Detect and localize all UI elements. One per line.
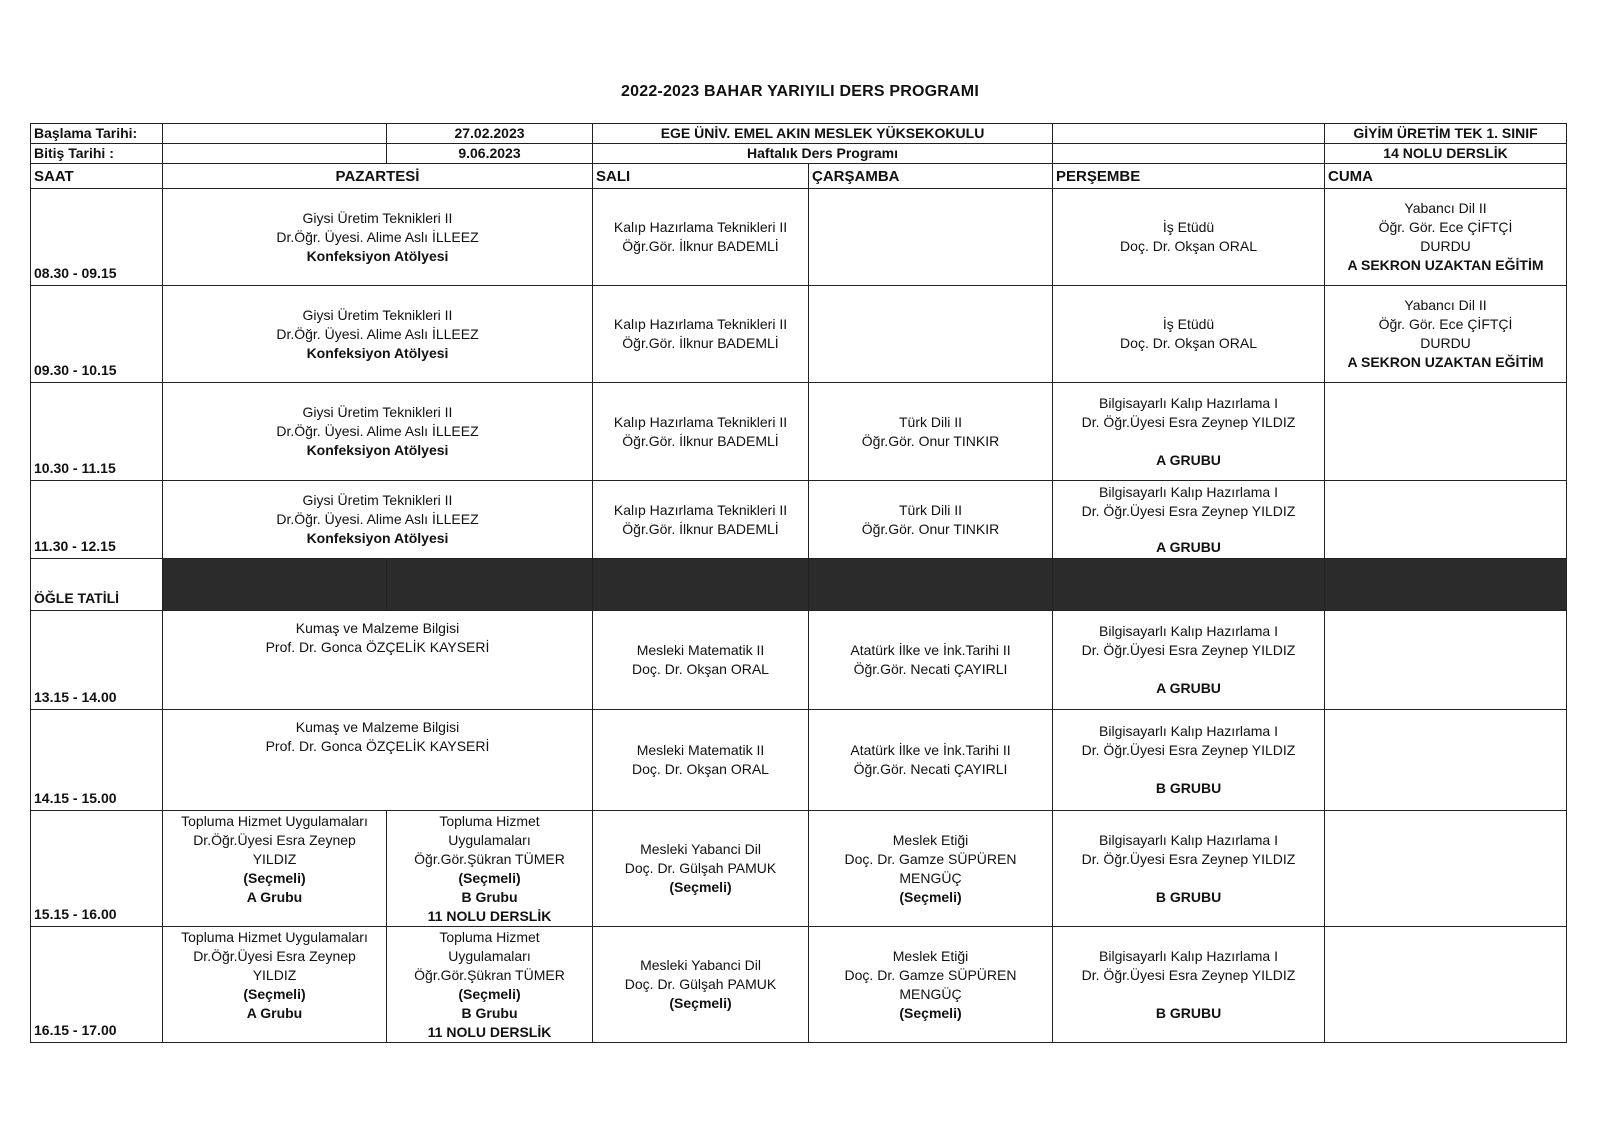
- monday-cell: Giysi Üretim Teknikleri II Dr.Öğr. Üyesi. Alime Aslı İLLEEZ Konfeksiyon Atölyesi: [163, 286, 593, 383]
- header-blank: [1053, 124, 1325, 144]
- table-row: [31, 710, 1567, 811]
- lunch-block: [809, 559, 1053, 611]
- tuesday-cell: Kalıp Hazırlama Teknikleri II Öğr.Gör. İlknur BADEMLİ: [593, 189, 809, 286]
- wednesday-cell: [809, 189, 1053, 286]
- program-subtitle: Haftalık Ders Programı: [593, 144, 1053, 164]
- tuesday-cell: Kalıp Hazırlama Teknikleri II Öğr.Gör. İlknur BADEMLİ: [593, 286, 809, 383]
- lunch-block: [1053, 559, 1325, 611]
- wednesday-cell: Türk Dili II Öğr.Gör. Onur TINKIR: [809, 383, 1053, 481]
- header-blank: [163, 144, 387, 164]
- thursday-cell: Bilgisayarlı Kalıp Hazırlama I Dr. Öğr.Üyesi Esra Zeynep YILDIZ B GRUBU: [1053, 927, 1325, 1043]
- time-slot: 10.30 - 11.15: [31, 383, 163, 481]
- table-row: [31, 811, 1567, 927]
- wednesday-cell: Atatürk İlke ve İnk.Tarihi II Öğr.Gör. Necati ÇAYIRLI: [809, 710, 1053, 811]
- wednesday-cell: Türk Dili II Öğr.Gör. Onur TINKIR: [809, 481, 1053, 559]
- wednesday-cell: Meslek Etiği Doç. Dr. Gamze SÜPÜREN MENGÜÇ (Seçmeli): [809, 811, 1053, 927]
- monday-group-b-cell: Topluma Hizmet Uygulamaları Öğr.Gör.Şükran TÜMER (Seçmeli) B Grubu 11 NOLU DERSLİK: [387, 811, 593, 927]
- monday-group-a-cell: Topluma Hizmet Uygulamaları Dr.Öğr.Üyesi Esra Zeynep YILDIZ (Seçmeli) A Grubu: [163, 811, 387, 927]
- table-row: [31, 383, 1567, 481]
- end-date: 9.06.2023: [387, 144, 593, 164]
- time-slot: 15.15 - 16.00: [31, 811, 163, 927]
- thursday-cell: Bilgisayarlı Kalıp Hazırlama I Dr. Öğr.Üyesi Esra Zeynep YILDIZ B GRUBU: [1053, 811, 1325, 927]
- time-slot: 08.30 - 09.15: [31, 189, 163, 286]
- col-tuesday: SALI: [593, 164, 809, 189]
- schedule-table: [30, 123, 1567, 1043]
- thursday-cell: Bilgisayarlı Kalıp Hazırlama I Dr. Öğr.Üyesi Esra Zeynep YILDIZ A GRUBU: [1053, 383, 1325, 481]
- friday-cell: [1325, 611, 1567, 710]
- tuesday-cell: Mesleki Matematik II Doç. Dr. Okşan ORAL: [593, 710, 809, 811]
- monday-group-a-cell: Topluma Hizmet Uygulamaları Dr.Öğr.Üyesi Esra Zeynep YILDIZ (Seçmeli) A Grubu: [163, 927, 387, 1043]
- col-monday: PAZARTESİ: [163, 164, 593, 189]
- col-wednesday: ÇARŞAMBA: [809, 164, 1053, 189]
- table-row: [31, 286, 1567, 383]
- table-row: [31, 481, 1567, 559]
- tuesday-cell: Kalıp Hazırlama Teknikleri II Öğr.Gör. İlknur BADEMLİ: [593, 383, 809, 481]
- start-date: 27.02.2023: [387, 124, 593, 144]
- monday-cell: Kumaş ve Malzeme Bilgisi Prof. Dr. Gonca ÖZÇELİK KAYSERİ: [163, 710, 593, 811]
- friday-cell: [1325, 927, 1567, 1043]
- thursday-cell: Bilgisayarlı Kalıp Hazırlama I Dr. Öğr.Üyesi Esra Zeynep YILDIZ A GRUBU: [1053, 611, 1325, 710]
- page-title: 2022-2023 BAHAR YARIYILI DERS PROGRAMI: [621, 83, 979, 100]
- friday-cell: [1325, 811, 1567, 927]
- lunch-block: [163, 559, 387, 611]
- time-slot: 11.30 - 12.15: [31, 481, 163, 559]
- thursday-cell: Bilgisayarlı Kalıp Hazırlama I Dr. Öğr.Üyesi Esra Zeynep YILDIZ B GRUBU: [1053, 710, 1325, 811]
- monday-group-b-cell: Topluma Hizmet Uygulamaları Öğr.Gör.Şükran TÜMER (Seçmeli) B Grubu 11 NOLU DERSLİK: [387, 927, 593, 1043]
- start-label: Başlama Tarihi:: [31, 124, 163, 144]
- time-slot: 14.15 - 15.00: [31, 710, 163, 811]
- column-header-row: [31, 164, 1567, 189]
- table-row: [31, 927, 1567, 1043]
- header-blank: [1053, 144, 1325, 164]
- lunch-label: ÖĞLE TATİLİ: [31, 559, 163, 611]
- class-name: GİYİM ÜRETİM TEK 1. SINIF: [1325, 124, 1567, 144]
- monday-cell: Kumaş ve Malzeme Bilgisi Prof. Dr. Gonca ÖZÇELİK KAYSERİ: [163, 611, 593, 710]
- thursday-cell: İş Etüdü Doç. Dr. Okşan ORAL: [1053, 286, 1325, 383]
- time-slot: 13.15 - 14.00: [31, 611, 163, 710]
- thursday-cell: İş Etüdü Doç. Dr. Okşan ORAL: [1053, 189, 1325, 286]
- header-row-start: [31, 124, 1567, 144]
- friday-cell: Yabancı Dil II Öğr. Gör. Ece ÇİFTÇİ DURDU A SEKRON UZAKTAN EĞİTİM: [1325, 286, 1567, 383]
- school-name: EGE ÜNİV. EMEL AKIN MESLEK YÜKSEKOKULU: [593, 124, 1053, 144]
- time-slot: 09.30 - 10.15: [31, 286, 163, 383]
- lunch-block: [593, 559, 809, 611]
- table-row: [31, 189, 1567, 286]
- tuesday-cell: Mesleki Matematik II Doç. Dr. Okşan ORAL: [593, 611, 809, 710]
- friday-cell: [1325, 383, 1567, 481]
- monday-cell: Giysi Üretim Teknikleri II Dr.Öğr. Üyesi. Alime Aslı İLLEEZ Konfeksiyon Atölyesi: [163, 383, 593, 481]
- wednesday-cell: Atatürk İlke ve İnk.Tarihi II Öğr.Gör. Necati ÇAYIRLI: [809, 611, 1053, 710]
- col-thursday: PERŞEMBE: [1053, 164, 1325, 189]
- monday-cell: Giysi Üretim Teknikleri II Dr.Öğr. Üyesi. Alime Aslı İLLEEZ Konfeksiyon Atölyesi: [163, 189, 593, 286]
- header-row-end: [31, 144, 1567, 164]
- friday-cell: [1325, 710, 1567, 811]
- header-blank: [163, 124, 387, 144]
- tuesday-cell: Mesleki Yabanci Dil Doç. Dr. Gülşah PAMUK (Seçmeli): [593, 811, 809, 927]
- tuesday-cell: Kalıp Hazırlama Teknikleri II Öğr.Gör. İlknur BADEMLİ: [593, 481, 809, 559]
- lunch-block: [1325, 559, 1567, 611]
- monday-cell: Giysi Üretim Teknikleri II Dr.Öğr. Üyesi. Alime Aslı İLLEEZ Konfeksiyon Atölyesi: [163, 481, 593, 559]
- friday-cell: [1325, 481, 1567, 559]
- thursday-cell: Bilgisayarlı Kalıp Hazırlama I Dr. Öğr.Üyesi Esra Zeynep YILDIZ A GRUBU: [1053, 481, 1325, 559]
- wednesday-cell: [809, 286, 1053, 383]
- room-name: 14 NOLU DERSLİK: [1325, 144, 1567, 164]
- col-friday: CUMA: [1325, 164, 1567, 189]
- col-time: SAAT: [31, 164, 163, 189]
- time-slot: 16.15 - 17.00: [31, 927, 163, 1043]
- wednesday-cell: Meslek Etiği Doç. Dr. Gamze SÜPÜREN MENGÜÇ (Seçmeli): [809, 927, 1053, 1043]
- lunch-block: [387, 559, 593, 611]
- friday-cell: Yabancı Dil II Öğr. Gör. Ece ÇİFTÇİ DURDU A SEKRON UZAKTAN EĞİTİM: [1325, 189, 1567, 286]
- tuesday-cell: Mesleki Yabanci Dil Doç. Dr. Gülşah PAMUK (Seçmeli): [593, 927, 809, 1043]
- lunch-row: [31, 559, 1567, 611]
- end-label: Bitiş Tarihi :: [31, 144, 163, 164]
- table-row: [31, 611, 1567, 710]
